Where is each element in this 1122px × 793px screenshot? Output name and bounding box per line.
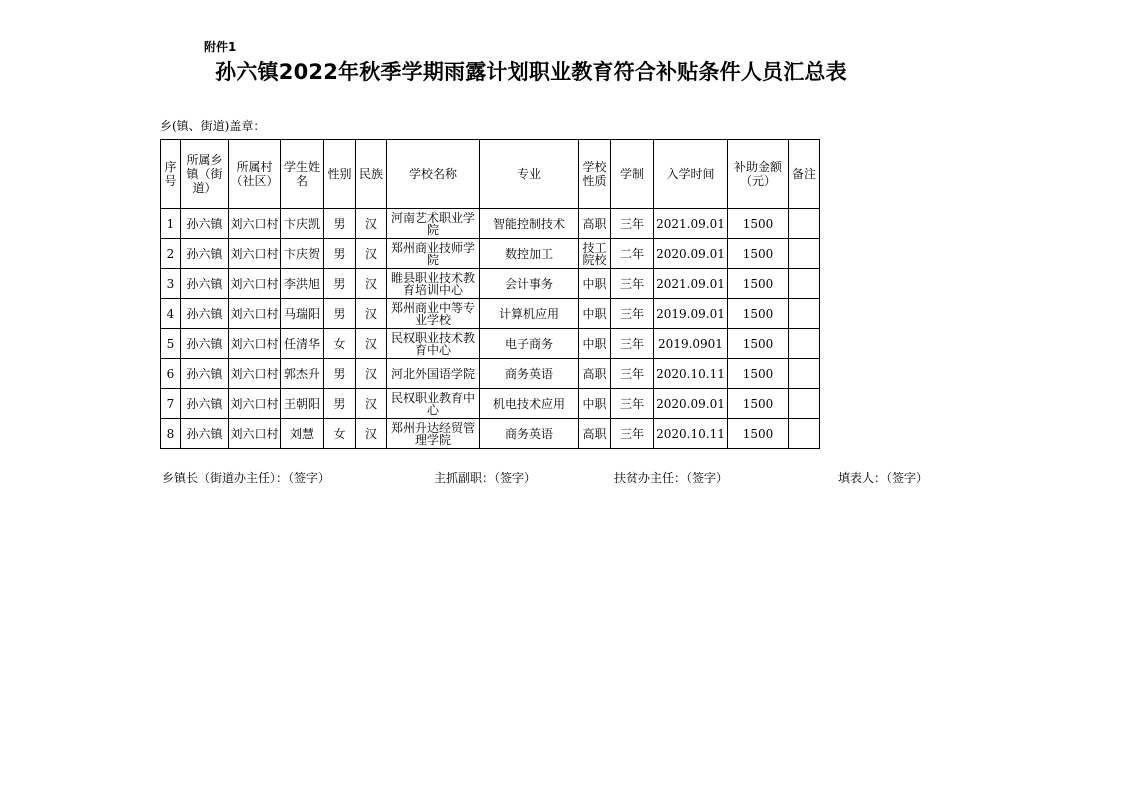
col-ethnicity-text: 汉 [364,336,377,351]
col-enroll-date-cell [654,239,728,269]
col-seq-text: 6 [166,366,175,381]
col-ethnicity-cell [356,389,387,419]
col-township-cell [181,299,229,329]
col-subsidy-cell [728,269,789,299]
col-gender-cell [324,299,356,329]
col-ethnicity-cell [356,329,387,359]
col-major-text: 电子商务 [504,336,553,351]
col-duration-cell [611,239,654,269]
col-gender-cell [324,389,356,419]
col-student-name-cell [281,239,324,269]
col-village-cell [229,239,281,269]
col-major-text: 计算机应用 [498,306,559,321]
col-school-type-text: 高职 [582,217,607,230]
col-subsidy-text: 1500 [742,276,774,291]
col-major-cell [480,209,579,239]
col-enroll-date-text: 2020.10.11 [656,426,725,441]
col-seq-cell [161,209,181,239]
table-row [161,209,820,239]
col-ethnicity-text: 汉 [364,396,377,411]
col-township-cell [181,419,229,449]
table-row [161,239,820,269]
col-school-name-cell [387,239,480,269]
col-student-name-text: 马瑞阳 [283,306,320,321]
col-ethnicity-text: 汉 [364,426,377,441]
col-gender-text: 女 [333,336,346,351]
col-school-type-header: 学校性质 [579,140,611,209]
col-village-text: 刘六口村 [230,366,279,381]
col-enroll-date-header: 入学时间 [654,140,728,209]
col-enroll-date-text: 2019.0901 [658,336,723,351]
col-duration-cell [611,419,654,449]
document-title: 孙六镇2022年秋季学期雨露计划职业教育符合补贴条件人员汇总表 [215,60,847,84]
col-seq-cell [161,389,181,419]
filler-signature: 填表人：（签字） [838,471,929,485]
col-duration-text: 三年 [619,366,644,381]
col-ethnicity-header: 民族 [356,140,387,209]
col-village-text: 刘六口村 [230,336,279,351]
col-duration-text: 三年 [619,306,644,321]
col-major-cell [480,389,579,419]
col-gender-text: 男 [333,246,346,261]
col-major-text: 机电技术应用 [492,396,565,411]
col-subsidy-text: 1500 [742,366,774,381]
col-ethnicity-cell [356,299,387,329]
col-gender-text: 男 [333,366,346,381]
col-school-name-text: 郑州升达经贸管理学院 [390,421,475,446]
col-township-text: 孙六镇 [186,426,223,441]
col-enroll-date-cell [654,269,728,299]
col-enroll-date-text: 2019.09.01 [656,306,725,321]
col-school-type-text: 中职 [582,397,607,410]
col-seq-text: 8 [166,426,175,441]
col-duration-cell [611,269,654,299]
col-enroll-date-cell [654,329,728,359]
col-major-text: 智能控制技术 [492,216,565,231]
col-gender-cell [324,239,356,269]
col-seq-text: 7 [166,396,175,411]
col-township-cell [181,329,229,359]
col-township-cell [181,359,229,389]
col-township-cell [181,269,229,299]
col-township-cell [181,389,229,419]
col-school-name-text: 睢县职业技术教育培训中心 [390,271,475,296]
col-seq-cell [161,299,181,329]
col-village-text: 刘六口村 [230,396,279,411]
col-duration-text: 三年 [619,426,644,441]
col-township-text: 孙六镇 [186,306,223,321]
col-major-header: 专业 [480,140,579,209]
col-subsidy-text: 1500 [742,306,774,321]
col-enroll-date-cell [654,359,728,389]
deputy-signature: 主抓副职：（签字） [434,471,537,485]
col-seq-text: 4 [166,306,175,321]
col-school-type-cell [579,419,611,449]
col-student-name-text: 刘慧 [289,426,314,441]
col-seq-text: 3 [166,276,175,291]
col-remarks-cell [789,419,820,449]
col-ethnicity-cell [356,419,387,449]
col-seq-cell [161,239,181,269]
col-school-name-text: 民权职业技术教育中心 [390,331,475,356]
col-student-name-cell [281,269,324,299]
col-ethnicity-cell [356,359,387,389]
col-ethnicity-text: 汉 [364,306,377,321]
col-school-type-cell [579,359,611,389]
col-duration-cell [611,329,654,359]
col-village-cell [229,299,281,329]
col-subsidy-text: 1500 [742,336,774,351]
col-village-text: 刘六口村 [230,276,279,291]
col-subsidy-cell [728,419,789,449]
col-duration-text: 三年 [619,216,644,231]
col-student-name-text: 卞庆贺 [283,246,320,261]
col-school-name-text: 郑州商业中等专业学校 [390,301,475,326]
col-school-type-cell [579,329,611,359]
col-school-type-text: 中职 [582,307,607,320]
col-gender-text: 男 [333,216,346,231]
col-remarks-cell [789,269,820,299]
col-subsidy-cell [728,359,789,389]
col-ethnicity-text: 汉 [364,366,377,381]
col-major-cell [480,269,579,299]
table-row [161,299,820,329]
col-school-type-text: 中职 [582,337,607,350]
col-subsidy-cell [728,389,789,419]
col-school-type-text: 高职 [582,427,607,440]
col-ethnicity-text: 汉 [364,246,377,261]
col-school-name-cell [387,209,480,239]
col-school-name-cell [387,269,480,299]
col-duration-cell [611,359,654,389]
col-student-name-text: 任清华 [283,336,320,351]
col-township-text: 孙六镇 [186,366,223,381]
col-subsidy-text: 1500 [742,426,774,441]
col-seq-cell [161,269,181,299]
col-township-cell [181,209,229,239]
col-duration-cell [611,389,654,419]
col-village-cell [229,209,281,239]
attachment-label: 附件1 [204,40,237,54]
col-enroll-date-text: 2020.09.01 [656,246,725,261]
col-school-name-text: 民权职业教育中心 [390,391,475,416]
col-school-name-text: 河北外国语学院 [390,367,475,380]
col-gender-text: 男 [333,396,346,411]
col-township-text: 孙六镇 [186,246,223,261]
col-enroll-date-cell [654,419,728,449]
col-major-text: 会计事务 [504,276,553,291]
col-duration-text: 二年 [619,246,644,261]
col-subsidy-text: 1500 [742,216,774,231]
col-village-cell [229,389,281,419]
stamp-label: 乡(镇、街道)盖章： [160,119,266,133]
col-township-text: 孙六镇 [186,336,223,351]
col-village-cell [229,329,281,359]
col-seq-text: 5 [166,336,175,351]
col-enroll-date-cell [654,389,728,419]
col-student-name-cell [281,329,324,359]
col-major-text: 数控加工 [504,246,553,261]
col-seq-text: 2 [166,246,175,261]
col-duration-header: 学制 [611,140,654,209]
col-duration-cell [611,209,654,239]
col-duration-cell [611,299,654,329]
col-major-text: 商务英语 [504,366,553,381]
col-remarks-cell [789,299,820,329]
col-gender-cell [324,209,356,239]
col-enroll-date-text: 2020.09.01 [656,396,725,411]
table-row [161,389,820,419]
col-subsidy-cell [728,329,789,359]
col-township-text: 孙六镇 [186,276,223,291]
col-seq-cell [161,419,181,449]
col-seq-header: 序号 [161,140,181,209]
table-row [161,269,820,299]
col-school-type-text: 中职 [582,277,607,290]
col-seq-text: 1 [166,216,175,231]
col-gender-text: 女 [333,426,346,441]
col-major-cell [480,299,579,329]
col-major-cell [480,359,579,389]
col-gender-cell [324,269,356,299]
col-subsidy-text: 1500 [742,396,774,411]
col-village-text: 刘六口村 [230,246,279,261]
col-village-text: 刘六口村 [230,426,279,441]
col-duration-text: 三年 [619,276,644,291]
col-student-name-text: 郭杰升 [283,366,320,381]
col-remarks-cell [789,389,820,419]
col-gender-header: 性别 [324,140,356,209]
col-student-name-text: 卞庆凯 [283,216,320,231]
summary-table [160,139,820,449]
col-duration-text: 三年 [619,396,644,411]
col-student-name-cell [281,209,324,239]
table-header-row [161,140,820,209]
col-school-type-cell [579,209,611,239]
col-student-name-header: 学生姓名 [281,140,324,209]
col-ethnicity-cell [356,269,387,299]
col-student-name-text: 李洪旭 [283,276,320,291]
col-subsidy-cell [728,239,789,269]
col-school-type-cell [579,389,611,419]
col-subsidy-text: 1500 [742,246,774,261]
col-township-text: 孙六镇 [186,216,223,231]
col-school-name-text: 河南艺术职业学院 [390,211,475,236]
col-subsidy-cell [728,209,789,239]
col-school-name-text: 郑州商业技师学院 [390,241,475,266]
table-row [161,419,820,449]
col-major-cell [480,239,579,269]
col-township-header: 所属乡镇（街道） [181,140,229,209]
table-row [161,329,820,359]
col-township-cell [181,239,229,269]
col-major-cell [480,419,579,449]
col-township-text: 孙六镇 [186,396,223,411]
col-village-cell [229,269,281,299]
col-enroll-date-text: 2021.09.01 [656,216,725,231]
col-student-name-cell [281,359,324,389]
col-village-cell [229,419,281,449]
col-village-cell [229,359,281,389]
col-school-name-cell [387,299,480,329]
col-duration-text: 三年 [619,336,644,351]
col-enroll-date-cell [654,209,728,239]
col-student-name-cell [281,419,324,449]
col-enroll-date-cell [654,299,728,329]
col-subsidy-cell [728,299,789,329]
col-school-type-cell [579,299,611,329]
table-row [161,359,820,389]
col-enroll-date-text: 2020.10.11 [656,366,725,381]
col-major-cell [480,329,579,359]
col-school-name-cell [387,389,480,419]
col-gender-cell [324,329,356,359]
col-village-text: 刘六口村 [230,216,279,231]
col-remarks-cell [789,329,820,359]
col-school-type-text: 技工院校 [582,241,607,266]
col-remarks-header: 备注 [789,140,820,209]
col-gender-cell [324,359,356,389]
col-school-type-text: 高职 [582,367,607,380]
col-school-name-header: 学校名称 [387,140,480,209]
col-student-name-cell [281,389,324,419]
col-gender-text: 男 [333,276,346,291]
col-seq-cell [161,329,181,359]
col-gender-text: 男 [333,306,346,321]
col-ethnicity-text: 汉 [364,216,377,231]
poverty-office-signature: 扶贫办主任：（签字） [614,471,729,485]
col-remarks-cell [789,239,820,269]
col-student-name-text: 王朝阳 [283,396,320,411]
col-ethnicity-cell [356,239,387,269]
col-village-text: 刘六口村 [230,306,279,321]
col-student-name-cell [281,299,324,329]
col-subsidy-header: 补助金额（元） [728,140,789,209]
col-school-type-cell [579,269,611,299]
col-school-name-cell [387,359,480,389]
col-school-type-cell [579,239,611,269]
town-head-signature: 乡镇长（街道办主任）：（签字） [162,471,331,485]
col-school-name-cell [387,419,480,449]
col-ethnicity-text: 汉 [364,276,377,291]
col-school-name-cell [387,329,480,359]
col-seq-cell [161,359,181,389]
table-body [161,209,820,449]
col-gender-cell [324,419,356,449]
col-enroll-date-text: 2021.09.01 [656,276,725,291]
col-remarks-cell [789,209,820,239]
col-village-header: 所属村（社区） [229,140,281,209]
col-remarks-cell [789,359,820,389]
col-major-text: 商务英语 [504,426,553,441]
col-ethnicity-cell [356,209,387,239]
